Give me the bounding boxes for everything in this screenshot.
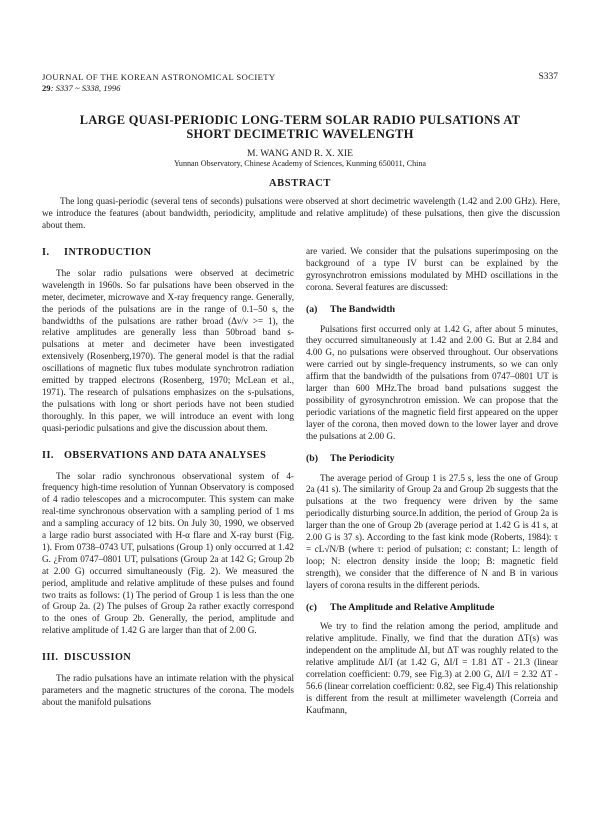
subsection-number: (b) [306, 452, 318, 464]
journal-name: JOURNAL OF THE KOREAN ASTRONOMICAL SOCIETY [42, 72, 276, 82]
section-heading-observations [42, 450, 294, 462]
section-number: III. [42, 652, 59, 664]
section-number: II. [42, 449, 54, 461]
abstract-text: The long quasi-periodic (several tens of seconds) pulsations were observed at short decimetric wavelength (1.42 and 2.00 GHz). Here, we introduce the features (about bandwidth, periodicity, amplitude and relative amplitude) of these pulsations, then give the discussion about them. [42, 196, 560, 231]
paper-title [0, 113, 600, 141]
abstract-heading: ABSTRACT [269, 178, 331, 189]
subsection-title: The Amplitude and Relative Amplitude [330, 601, 495, 613]
running-header [42, 72, 558, 94]
introduction-paragraph: The solar radio pulsations were observed at decimetric wavelength in 1960s. So far pulsations have been observed in the meter, decimeter, microwave and X-ray frequency range. Generally, the periods of the pulsations are in the range of 0.1–50 s, the bandwidths of the pulsations are rather broad (Δν/ν >= 1), the relative amplitudes are generally less than 50broad band s-pulsations at meter and decimeter have been investigated extensively (Rosenberg,1970). The general model is that the radial oscillations of magnetic flux tubes modulate synchrotron radiation emitted by trapped electrons (Rosenberg, 1970; McLean et al., 1971). The research of pulsations emphasizes on the s-pulsations, the pulsations with long or short periods have not been studied thoroughly. In this paper, we will introduce an event with long quasi-periodic pulsations and give the discussion about them. [42, 267, 294, 433]
subsection-heading-periodicity [306, 453, 558, 465]
observations-paragraph: The solar radio synchronous observational system of 4-frequency high-time resolution of Yunnan Observatory is composed of 4 radio telescopes and a microcomputer. This system can make real-time synchronous observation with a sampling period of 1 ms and a sampling accuracy of 12 bits. On July 30, 1990, we observed a large radio burst associated with H-α flare and X-ray burst (Fig. 1). From 0738–0743 UT, pulsations (Group 1) only occurred at 1.42 G. ¿From 0747–0801 UT, pulsations (Group 2a at 142 G; Group 2b at 2.00 G) occurred simultaneously (Fig. 2). We measured the period, amplitude and relative amplitude of these pulses and found two traits as follows: (1) The period of Group 1 is less than the one of Group 2a. (2) The pulses of Group 2a rather exactly correspond to the ones of Group 2b. Generally, the period, amplitude and relative amplitude of 1.42 G are larger than that of 2.00 G. [42, 470, 294, 636]
bandwidth-paragraph: Pulsations first occurred only at 1.42 G, after about 5 minutes, they occurred simultaneously at 1.42 and 2.00 G. But at 2.84 and 4.00 G, no pulsations were observed throughout. Our observations were carried out by single-frequency instruments, so we can only affirm that the bandwidth of the pulsations from 0747–0801 UT is larger than 600 MHz.The broad band pulsations suggest the possibility of gyrosynchrotron emission. We can propose that the periodic variations of the magnetic field first appeared on the upper layer of the corona, then moved down to the lower layer and drove the pulsations at 2.00 G. [306, 323, 558, 441]
section-number: I. [42, 247, 50, 258]
subsection-heading-bandwidth [306, 304, 558, 316]
subsection-heading-amplitude [306, 602, 558, 614]
volume-pages: : S337 ~ S338, 1996 [50, 83, 121, 93]
volume-info [42, 83, 558, 94]
section-heading-discussion [42, 652, 294, 664]
discussion-paragraph-continued: are varied. We consider that the pulsations superimposing on the background of a type IV burst can be explained by the gyrosynchrotron emissions modulated by MHD oscillations in the corona. Several features are discussed: [306, 246, 558, 292]
authors: M. WANG AND R. X. XIE [247, 148, 353, 159]
volume-number: 29 [42, 83, 51, 93]
subsection-number: (a) [306, 303, 318, 315]
section-title: OBSERVATIONS AND DATA ANALYSES [64, 449, 267, 461]
section-title: INTRODUCTION [64, 247, 152, 258]
section-heading-introduction [42, 247, 294, 259]
right-column [306, 246, 558, 717]
discussion-paragraph: The radio pulsations have an intimate relation with the physical parameters and the magnetic structures of the corona. The models about the manifold pulsations [42, 673, 294, 707]
affiliation: Yunnan Observatory, Chinese Academy of Sciences, Kunming 650011, China [173, 159, 427, 168]
amplitude-paragraph: We try to find the relation among the period, amplitude and relative amplitude. Finally, we find that the duration ΔT(s) was independent on the amplitude ΔI, but ΔT was roughly related to the relative amplitude ΔI/I (at 1.42 G, ΔI/I = 1.81 ΔT - 21.3 (linear correlation coefficient: 0.79, see Fig.3) at 2.00 G, ΔI/I = 2.32 ΔT - 56.6 (linear correlation coefficient: 0.82, see Fig.4) This relationship is different from the result at millimeter wavelength (Correia and Kaufmann, [306, 621, 558, 715]
title-line-2: SHORT DECIMETRIC WAVELENGTH [186, 127, 414, 141]
subsection-title: The Bandwidth [330, 303, 396, 315]
left-column [42, 241, 294, 709]
periodicity-paragraph: The average period of Group 1 is 27.5 s, less the one of Group 2a (41 s). The similarity of Group 2a and Group 2b suggests that the pulsations at the two frequency were driven by the same periodically disturbing source.In addition, the period of Group 2a is larger than the one of Group 2b (average period at 1.42 G is 41 s, at 2.00 G is 37 s). According to the fast kink mode (Roberts, 1984): τ = cL√N/B (where τ: period of pulsation; c: constant; L: length of loop; N: electron density inside the loop; B: magnetic field strength), we consider that the difference of N and B in various layers of corona results in the different periods. [306, 472, 558, 590]
subsection-number: (c) [306, 601, 317, 613]
page-number: S337 [538, 72, 558, 82]
title-line-1: LARGE QUASI-PERIODIC LONG-TERM SOLAR RADIO PULSATIONS AT [79, 113, 521, 127]
section-title: DISCUSSION [64, 652, 132, 664]
subsection-title: The Periodicity [330, 452, 395, 464]
